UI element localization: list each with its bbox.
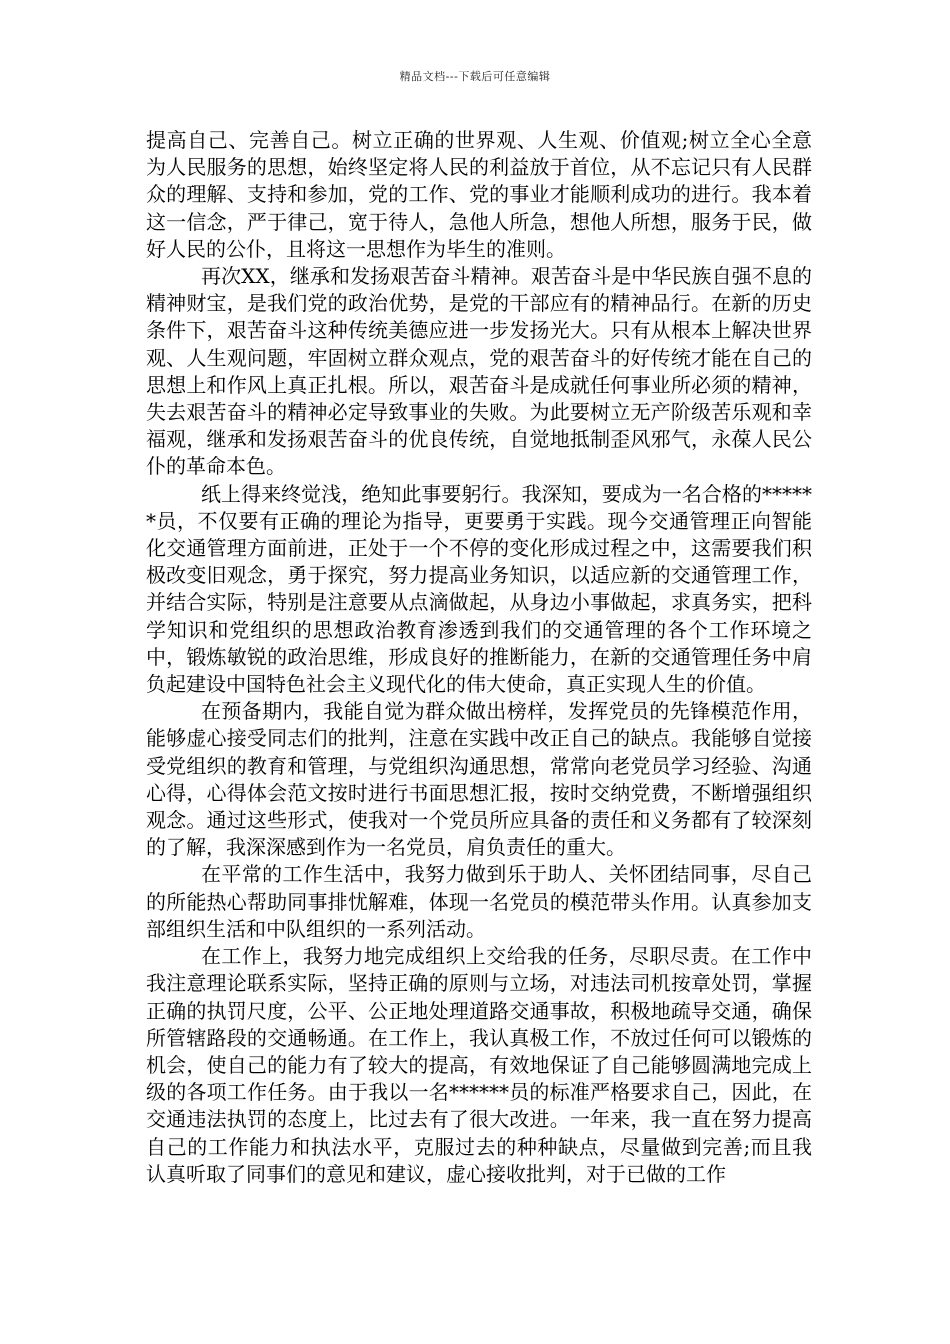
paragraph-3: 纸上得来终觉浅，绝知此事要躬行。我深知，要成为一名合格的******员，不仅要有正确的理论为指导，更要勇于实践。现今交通管理正向智能化交通管理方面前进，正处于一个不停的变化形成过程之中，这需要我们积极改变旧观念，勇于探究，努力提高业务知识，以适应新的交通管理工作，并结合实际，特别是注意要从点滴做起，从身边小事做起，求真务实，把科学知识和党组织的思想政治教育渗透到我们的交通管理的各个工作环境之中，锻炼敏锐的政治思维，形成良好的推断能力，在新的交通管理任务中肩负起建设中国特色社会主义现代化的伟大使命，真正实现人生的价值。 bbox=[146, 481, 812, 697]
page-header: 精品文档---下载后可任意编辑 bbox=[399, 70, 551, 83]
document-body bbox=[146, 127, 812, 1188]
paragraph-2: 再次XX，继承和发扬艰苦奋斗精神。艰苦奋斗是中华民族自强不息的精神财宝，是我们党的政治优势，是党的干部应有的精神品行。在新的历史条件下，艰苦奋斗这种传统美德应进一步发扬光大。只有从根本上解决世界观、人生观问题，牢固树立群众观点，党的艰苦奋斗的好传统才能在自己的思想上和作风上真正扎根。所以，艰苦奋斗是成就任何事业所必须的精神，失去艰苦奋斗的精神必定导致事业的失败。为此要树立无产阶级苦乐观和幸福观，继承和发扬艰苦奋斗的优良传统，自觉地抵制歪风邪气，永葆人民公仆的革命本色。 bbox=[146, 264, 812, 479]
paragraph-6: 在工作上，我努力地完成组织上交给我的任务，尽职尽责。在工作中我注意理论联系实际，坚持正确的原则与立场，对违法司机按章处罚，掌握正确的执罚尺度，公平、公正地处理道路交通事故，积极地疏导交通，确保所管辖路段的交通畅通。在工作上，我认真极工作，不放过任何可以锻炼的机会，使自己的能力有了较大的提高，有效地保证了自己能够圆满地完成上级的各项工作任务。由于我以一名******员的标准严格要求自己，因此，在交通违法执罚的态度上，比过去有了很大改进。一年来，我一直在努力提高自己的工作能力和执法水平，克服过去的种种缺点，尽量做到完善;而且我认真听取了同事们的意见和建议，虚心接收批判，对于已做的工作 bbox=[146, 944, 812, 1186]
paragraph-1: 提高自己、完善自己。树立正确的世界观、人生观、价值观;树立全心全意为人民服务的思想，始终坚定将人民的利益放于首位，从不忘记只有人民群众的理解、支持和参加，党的工作、党的事业才能顺利成功的进行。我本着这一信念，严于律己，宽于待人，急他人所急，想他人所想，服务于民，做好人民的公仆，且将这一思想作为毕生的准则。 bbox=[146, 128, 812, 261]
paragraph-4: 在预备期内，我能自觉为群众做出榜样，发挥党员的先锋模范作用，能够虚心接受同志们的批判，注意在实践中改正自己的缺点。我能够自觉接受党组织的教育和管理，与党组织沟通思想，常常向老党员学习经验、沟通心得，心得体会范文按时进行书面思想汇报，按时交纳党费，不断增强组织观念。通过这些形式，使我对一个党员所应具备的责任和义务都有了较深刻的了解，我深深感到作为一名党员，肩负责任的重大。 bbox=[146, 699, 812, 860]
paragraph-5: 在平常的工作生活中，我努力做到乐于助人、关怀团结同事，尽自己的所能热心帮助同事排忧解难，体现一名党员的模范带头作用。认真参加支部组织生活和中队组织的一系列活动。 bbox=[146, 862, 812, 941]
